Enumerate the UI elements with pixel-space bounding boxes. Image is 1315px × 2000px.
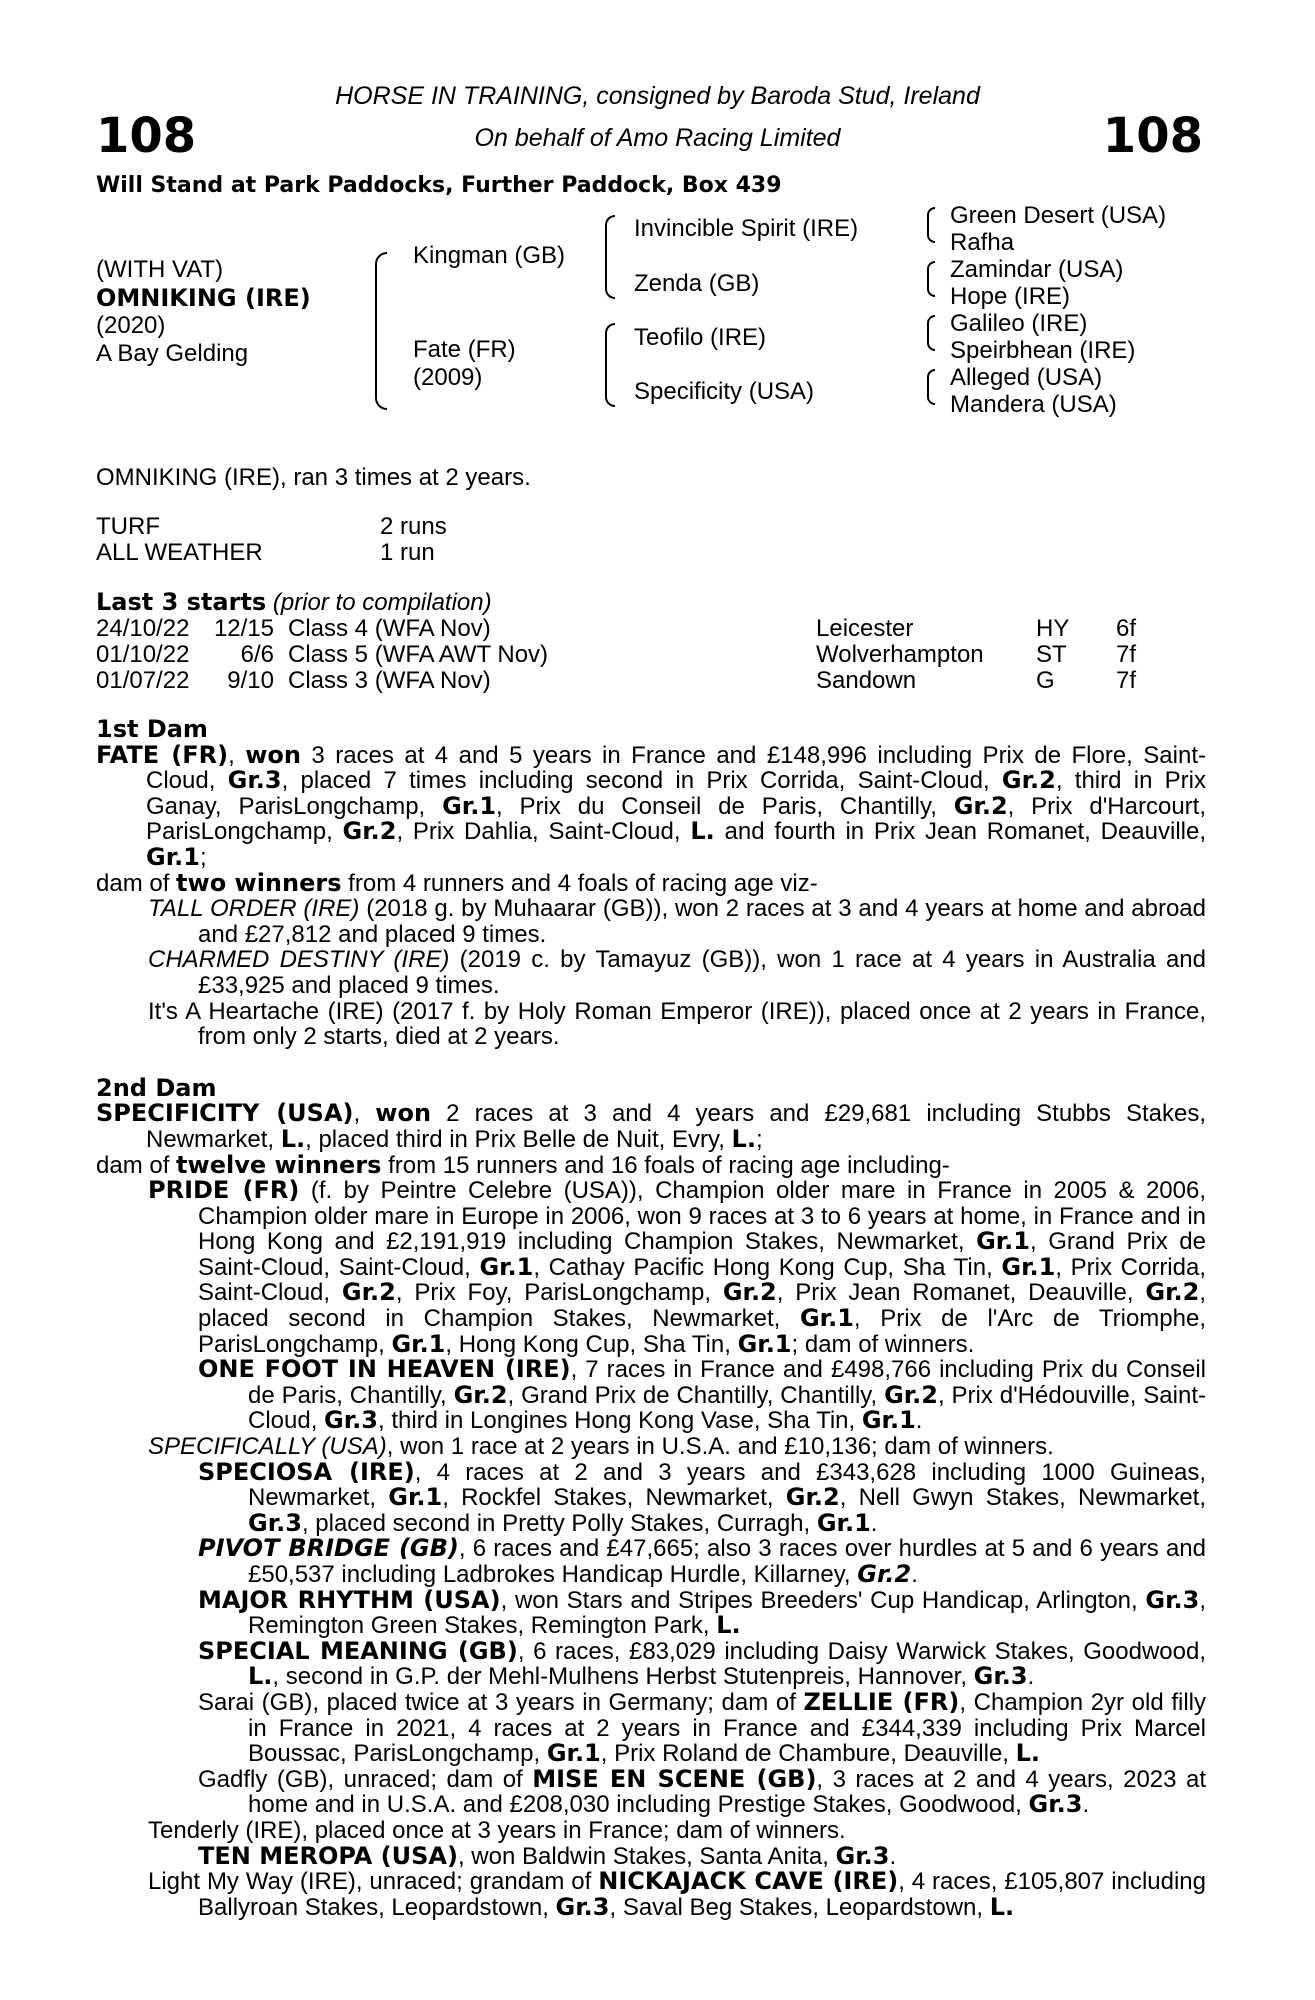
produce-entry: ONE FOOT IN HEAVEN (IRE), 7 races in France and £498,766 including Prix du Conseil de Paris, Chantilly, Gr.2, Grand Prix de Chantilly, Chantilly, Gr.2, Prix d'Hédouville, Saint-Cloud, Gr.3, third in Longines Hong Kong Vase, Sha Tin, Gr.1. xyxy=(198,1355,1206,1435)
start-row xyxy=(96,616,1206,642)
produce-entry: Light My Way (IRE), unraced; grandam of NICKAJACK CAVE (IRE), 4 races, £105,807 including Ballyroan Stakes, Leopardstown, Gr.3, Saval Beg Stakes, Leopardstown, L. xyxy=(148,1867,1207,1921)
pedigree-brace-g4-3 xyxy=(927,315,935,351)
produce-entry: Tenderly (IRE), placed once at 3 years in France; dam of winners. xyxy=(148,1816,846,1844)
produce-entry: CHARMED DESTINY (IRE) (2019 c. by Tamayuz (GB)), won 1 race at 4 years in Australia and £33,925 and placed 9 times. xyxy=(148,946,1207,999)
grade: Gr.2 xyxy=(953,791,1008,820)
grade: Gr.3 xyxy=(227,766,282,795)
dam-sections xyxy=(96,717,1206,1920)
surface-row xyxy=(96,540,496,566)
lot-number-left: 108 xyxy=(96,108,197,164)
g4-ancestor: Speirbhean (IRE) xyxy=(950,337,1136,364)
pedigree-brace-g4-2 xyxy=(927,261,935,297)
fourth-generation xyxy=(950,202,1166,418)
start-date: 01/07/22 xyxy=(96,666,190,694)
produce-entry: TEN MEROPA (USA), won Baldwin Stakes, Santa Anita, Gr.3. xyxy=(198,1841,897,1870)
surface-label: ALL WEATHER xyxy=(96,539,263,566)
second-dam-produce-summary: dam of twelve winners from 15 runners and 16 foals of racing age including- xyxy=(96,1150,950,1179)
surface-row xyxy=(96,514,496,540)
pedigree-brace-main xyxy=(375,252,387,410)
first-dam-name: FATE (FR) xyxy=(96,740,229,769)
start-race: Class 4 (WFA Nov) xyxy=(288,614,491,642)
start-position: 6/6 xyxy=(240,640,274,668)
produce-entry: PIVOT BRIDGE (GB), 6 races and £47,665; also 3 races over hurdles at 5 and 6 years and £50,537 including Ladbrokes Handicap Hurdle, Killarney, Gr.2. xyxy=(198,1534,1206,1588)
grade: Gr.2 xyxy=(342,817,397,846)
surface-value: 1 run xyxy=(380,539,435,566)
surface-table xyxy=(96,514,496,566)
g4-ancestor: Alleged (USA) xyxy=(950,364,1103,391)
grade: Gr.1 xyxy=(146,842,200,871)
produce-entry: SPECIAL MEANING (GB), 6 races, £83,029 including Daisy Warwick Stakes, Goodwood, L., second in G.P. der Mehl-Mulhens Herbst Stutenpreis, Hannover, Gr.3. xyxy=(198,1636,1206,1691)
grade: Gr.2 xyxy=(1001,766,1056,795)
produce-entry: Gadfly (GB), unraced; dam of MISE EN SCENE (GB), 3 races at 2 and 4 years, 2023 at home and in U.S.A. and £208,030 including Prestige Stakes, Goodwood, Gr.3. xyxy=(198,1764,1206,1819)
g4-ancestor: Zamindar (USA) xyxy=(950,256,1124,283)
horse-name: OMNIKING (IRE) xyxy=(96,284,311,312)
first-dam-produce-summary: dam of two winners from 4 runners and 4 foals of racing age viz- xyxy=(96,868,818,897)
second-dam-name: SPECIFICITY (USA) xyxy=(96,1099,354,1128)
start-position: 9/10 xyxy=(227,666,274,694)
g4-ancestor: Hope (IRE) xyxy=(950,283,1071,310)
dam-year: (2009) xyxy=(413,364,483,391)
pedigree-brace-g4-1 xyxy=(927,207,935,243)
start-course: Leicester xyxy=(816,614,914,642)
start-distance: 6f xyxy=(1116,614,1137,642)
pedigree-brace-g4-4 xyxy=(927,369,935,405)
grade: L. xyxy=(690,817,715,846)
first-dam-record: FATE (FR), won 3 races at 4 and 5 years in France and £148,996 including Prix de Flore, Saint-Cloud, Gr.3, placed 7 times including second in Prix Corrida, Saint-Cloud, Gr.2, third in Prix Ganay, ParisLongchamp, Gr.1, Prix du Conseil de Paris, Chantilly, Gr.2, Prix d'Harcourt, ParisLongchamp, Gr.2, Prix Dahlia, Saint-Cloud, L. and fourth in Prix Jean Romanet, Deauville, Gr.1; xyxy=(96,740,1207,871)
horse-block xyxy=(96,256,311,368)
produce-entry: TALL ORDER (IRE) (2018 g. by Muhaarar (GB)), won 2 races at 3 and 4 years at home and abroad and £27,812 and placed 9 times. xyxy=(148,895,1206,948)
produce-entry: PRIDE (FR) (f. by Peintre Celebre (USA)), Champion older mare in France in 2005 & 2006, Champion older mare in Europe in 2006, won 9 races at 3 to 6 years at home, in France and in Hong Kong and £2,191,919 including Champion Stakes, Newmarket, Gr.1, Grand Prix de Saint-Cloud, Saint-Cloud, Gr.1, Cathay Pacific Hong Kong Cup, Sha Tin, Gr.1, Prix Corrida, Saint-Cloud, Gr.2, Prix Foy, ParisLongchamp, Gr.2, Prix Jean Romanet, Deauville, Gr.2, placed second in Champion Stakes, Newmarket, Gr.1, Prix de l'Arc de Triomphe, ParisLongchamp, Gr.1, Hong Kong Cup, Sha Tin, Gr.1; dam of winners. xyxy=(148,1176,1207,1358)
location-line: Will Stand at Park Paddocks, Further Paddock, Box 439 xyxy=(96,173,782,198)
first-dam-heading: 1st Dam xyxy=(96,715,208,743)
last-starts-title: Last 3 starts xyxy=(96,588,267,616)
start-race: Class 3 (WFA Nov) xyxy=(288,666,491,694)
start-going: ST xyxy=(1036,640,1067,668)
last-starts-note: (prior to compilation) xyxy=(272,589,492,616)
last-starts-heading xyxy=(96,590,1206,616)
start-position: 12/15 xyxy=(213,614,274,642)
last-starts-section xyxy=(96,590,1206,694)
sire-sire: Invincible Spirit (IRE) xyxy=(634,215,859,242)
g4-ancestor: Mandera (USA) xyxy=(950,391,1117,418)
start-row xyxy=(96,668,1206,694)
start-course: Wolverhampton xyxy=(816,640,984,668)
dam-sire: Teofilo (IRE) xyxy=(634,324,767,351)
start-distance: 7f xyxy=(1116,640,1137,668)
start-race: Class 5 (WFA AWT Nov) xyxy=(288,640,549,668)
consignor-line: HORSE IN TRAINING, consigned by Baroda Stud, Ireland xyxy=(335,82,980,110)
horse-description: A Bay Gelding xyxy=(96,340,249,367)
sire: Kingman (GB) xyxy=(413,242,566,269)
start-date: 24/10/22 xyxy=(96,614,190,642)
horse-year: (2020) xyxy=(96,312,166,339)
g4-ancestor: Green Desert (USA) xyxy=(950,202,1167,229)
won-label: won xyxy=(245,740,301,769)
start-going: HY xyxy=(1036,614,1070,642)
produce-entry: SPECIOSA (IRE), 4 races at 2 and 3 years and £343,628 including 1000 Guineas, Newmarket, Gr.1, Rockfel Stakes, Newmarket, Gr.2, Nell Gwyn Stakes, Newmarket, Gr.3, placed second in Pretty Polly Stakes, Curragh, Gr.1. xyxy=(198,1457,1207,1537)
start-going: G xyxy=(1036,666,1055,694)
produce-entry: It's A Heartache (IRE) (2017 f. by Holy Roman Emperor (IRE)), placed once at 2 years in France, from only 2 starts, died at 2 years. xyxy=(148,997,1206,1051)
dam: Fate (FR) xyxy=(413,336,516,363)
g4-ancestor: Rafha xyxy=(950,229,1015,256)
pedigree-brace-dam xyxy=(605,323,615,407)
dam-dam: Specificity (USA) xyxy=(634,378,815,405)
produce-entry: MAJOR RHYTHM (USA), won Stars and Stripes Breeders' Cup Handicap, Arlington, Gr.3, Remington Green Stakes, Remington Park, L. xyxy=(198,1585,1206,1640)
start-date: 01/10/22 xyxy=(96,640,190,668)
grade: Gr.1 xyxy=(442,791,497,820)
sire-dam: Zenda (GB) xyxy=(634,270,760,297)
produce-entry: SPECIFICALLY (USA), won 1 race at 2 years in U.S.A. and £10,136; dam of winners. xyxy=(148,1433,1054,1461)
start-distance: 7f xyxy=(1116,666,1137,694)
lot-number-right: 108 xyxy=(1102,108,1203,164)
g4-ancestor: Galileo (IRE) xyxy=(950,310,1088,337)
second-dam-heading: 2nd Dam xyxy=(96,1073,217,1102)
surface-value: 2 runs xyxy=(380,513,447,540)
second-dam-record: SPECIFICITY (USA), won 2 races at 3 and 4 years and £29,681 including Stubbs Stakes, Newmarket, L., placed third in Prix Belle de Nuit, Evry, L.; xyxy=(96,1099,1207,1153)
vat-label: (WITH VAT) xyxy=(96,256,224,283)
surface-label: TURF xyxy=(96,513,160,540)
race-summary: OMNIKING (IRE), ran 3 times at 2 years. xyxy=(96,464,531,491)
behalf-line: On behalf of Amo Racing Limited xyxy=(474,124,841,152)
start-course: Sandown xyxy=(816,666,917,694)
pedigree-brace-sire xyxy=(605,215,615,299)
start-row xyxy=(96,642,1206,668)
produce-entry: Sarai (GB), placed twice at 3 years in Germany; dam of ZELLIE (FR), Champion 2yr old filly in France in 2021, 4 races at 2 years in France and £344,339 including Prix Marcel Boussac, ParisLongchamp, Gr.1, Prix Roland de Chambure, Deauville, L. xyxy=(198,1687,1207,1768)
